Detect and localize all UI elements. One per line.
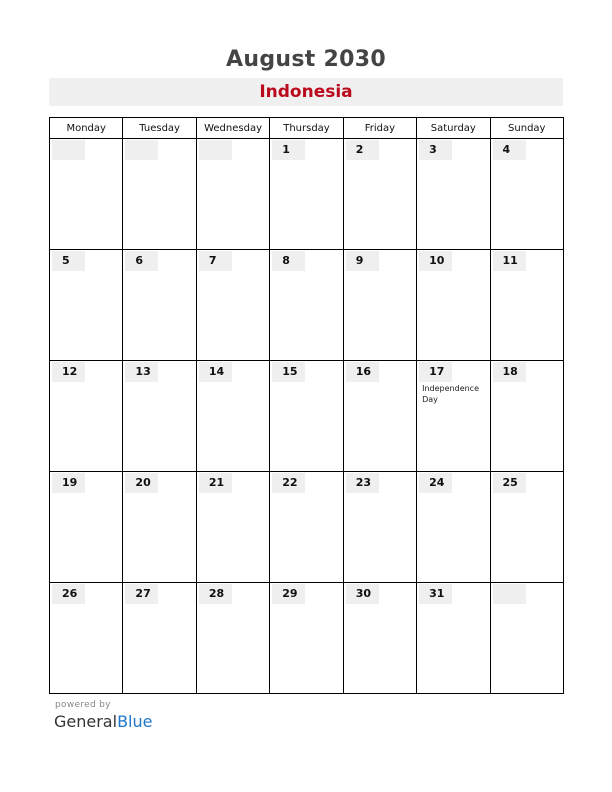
day-number: 28 <box>199 584 232 604</box>
day-cell <box>196 583 269 694</box>
day-number: 19 <box>52 473 85 493</box>
day-cell <box>270 361 343 472</box>
weekday-header: Sunday <box>490 118 563 139</box>
day-cell <box>196 361 269 472</box>
day-number: 25 <box>493 473 526 493</box>
weekday-header: Wednesday <box>196 118 269 139</box>
day-cell <box>196 472 269 583</box>
day-number: 17 <box>419 362 452 382</box>
day-number: 30 <box>346 584 379 604</box>
day-number: 3 <box>419 140 452 160</box>
day-number: 2 <box>346 140 379 160</box>
day-cell <box>490 583 563 694</box>
day-number: 26 <box>52 584 85 604</box>
country-name: Indonesia <box>259 82 353 102</box>
day-number: 10 <box>419 251 452 271</box>
day-cell <box>123 583 196 694</box>
day-cell <box>417 250 490 361</box>
day-number <box>52 140 85 160</box>
day-cell <box>417 139 490 250</box>
holiday-label: Independence Day <box>422 384 479 404</box>
day-cell <box>50 139 123 250</box>
calendar-grid <box>49 117 564 694</box>
day-cell <box>343 139 416 250</box>
day-number: 1 <box>272 140 305 160</box>
week-row <box>50 250 564 361</box>
powered-by-label: powered by <box>55 700 111 710</box>
day-number: 21 <box>199 473 232 493</box>
day-number: 5 <box>52 251 85 271</box>
day-cell <box>490 139 563 250</box>
day-number: 31 <box>419 584 452 604</box>
day-cell <box>50 361 123 472</box>
day-number <box>493 584 526 604</box>
day-cell <box>196 139 269 250</box>
day-cell <box>343 250 416 361</box>
day-number: 27 <box>125 584 158 604</box>
day-number <box>125 140 158 160</box>
day-number: 29 <box>272 584 305 604</box>
day-number: 20 <box>125 473 158 493</box>
day-cell <box>50 250 123 361</box>
day-cell <box>123 250 196 361</box>
week-row <box>50 139 564 250</box>
day-cell <box>343 583 416 694</box>
brand-general-text: General <box>54 712 118 731</box>
day-number: 14 <box>199 362 232 382</box>
day-cell <box>270 583 343 694</box>
day-number: 23 <box>346 473 379 493</box>
weekday-header: Thursday <box>270 118 343 139</box>
day-cell <box>490 472 563 583</box>
day-cell <box>123 139 196 250</box>
day-number: 18 <box>493 362 526 382</box>
day-number: 6 <box>125 251 158 271</box>
day-cell <box>123 361 196 472</box>
day-cell <box>490 361 563 472</box>
day-cell <box>343 361 416 472</box>
day-number: 7 <box>199 251 232 271</box>
day-number: 15 <box>272 362 305 382</box>
day-number: 12 <box>52 362 85 382</box>
day-number <box>199 140 232 160</box>
day-cell <box>417 472 490 583</box>
day-cell <box>270 472 343 583</box>
weekday-header: Tuesday <box>123 118 196 139</box>
weekday-header-row <box>50 118 564 139</box>
day-number: 13 <box>125 362 158 382</box>
day-number: 11 <box>493 251 526 271</box>
day-cell <box>417 583 490 694</box>
day-cell <box>270 250 343 361</box>
day-cell <box>417 361 490 472</box>
weekday-header: Friday <box>343 118 416 139</box>
day-cell <box>50 472 123 583</box>
week-row <box>50 472 564 583</box>
country-banner <box>49 78 563 106</box>
day-number: 16 <box>346 362 379 382</box>
day-cell <box>270 139 343 250</box>
brand-blue-text: Blue <box>117 712 153 731</box>
page-title: August 2030 <box>226 47 386 72</box>
day-cell <box>196 250 269 361</box>
week-row <box>50 583 564 694</box>
weekday-header: Monday <box>50 118 123 139</box>
day-number: 22 <box>272 473 305 493</box>
day-number: 4 <box>493 140 526 160</box>
day-cell <box>123 472 196 583</box>
weekday-header: Saturday <box>417 118 490 139</box>
week-row <box>50 361 564 472</box>
day-number: 8 <box>272 251 305 271</box>
day-number: 24 <box>419 473 452 493</box>
day-number: 9 <box>346 251 379 271</box>
day-cell <box>50 583 123 694</box>
day-cell <box>343 472 416 583</box>
day-cell <box>490 250 563 361</box>
generalblue-logo <box>54 712 152 731</box>
